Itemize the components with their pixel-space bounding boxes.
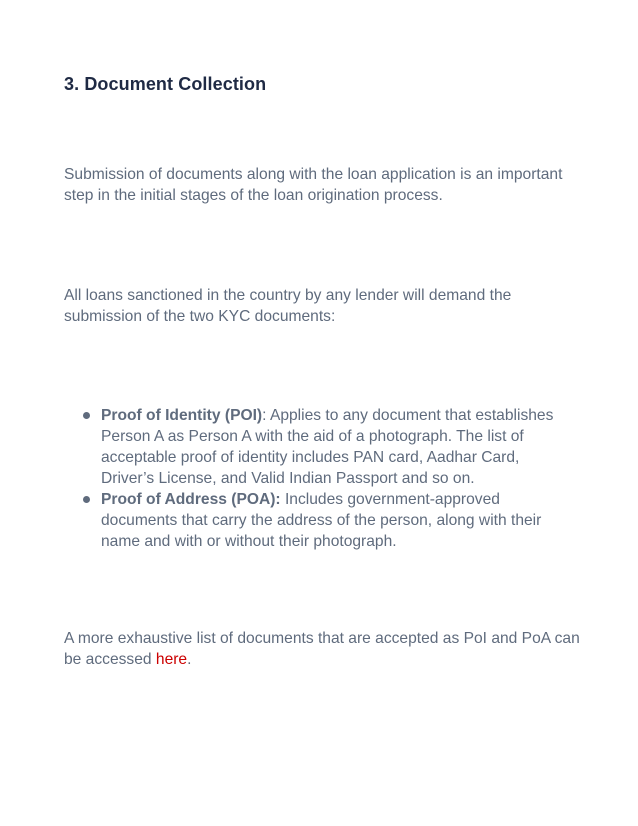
- list-item-poa: [64, 489, 564, 552]
- section-heading: 3. Document Collection: [64, 74, 267, 94]
- here-link[interactable]: here: [155, 651, 188, 668]
- bullet-icon: [83, 412, 90, 419]
- poa-description: Includes government-approved documents that carry the address of the person, along with their name and with or without their photograph.: [101, 491, 542, 550]
- poi-term: Proof of Identity (POI): [101, 407, 263, 424]
- poi-separator: :: [262, 407, 267, 424]
- closing-text: A more exhaustive list of documents that are accepted as PoI and PoA can be accessed: [64, 630, 580, 668]
- closing-paragraph: [64, 628, 584, 670]
- kyc-paragraph: All loans sanctioned in the country by any lender will demand the submission of the two KYC documents:: [64, 287, 512, 325]
- closing-period: .: [187, 651, 192, 668]
- intro-paragraph: Submission of documents along with the loan application is an important step in the initial stages of the loan origination process.: [64, 166, 563, 204]
- bullet-icon: [83, 496, 90, 503]
- poi-description: Applies to any document that establishes Person A as Person A with the aid of a photograph. The list of acceptable proof of identity includes PAN card, Aadhar Card, Driver’s License, and Valid Indian Passport and so on.: [101, 407, 554, 487]
- poa-term: Proof of Address (POA):: [101, 491, 281, 508]
- list-item-poi: [64, 405, 564, 489]
- kyc-document-list: [64, 405, 564, 552]
